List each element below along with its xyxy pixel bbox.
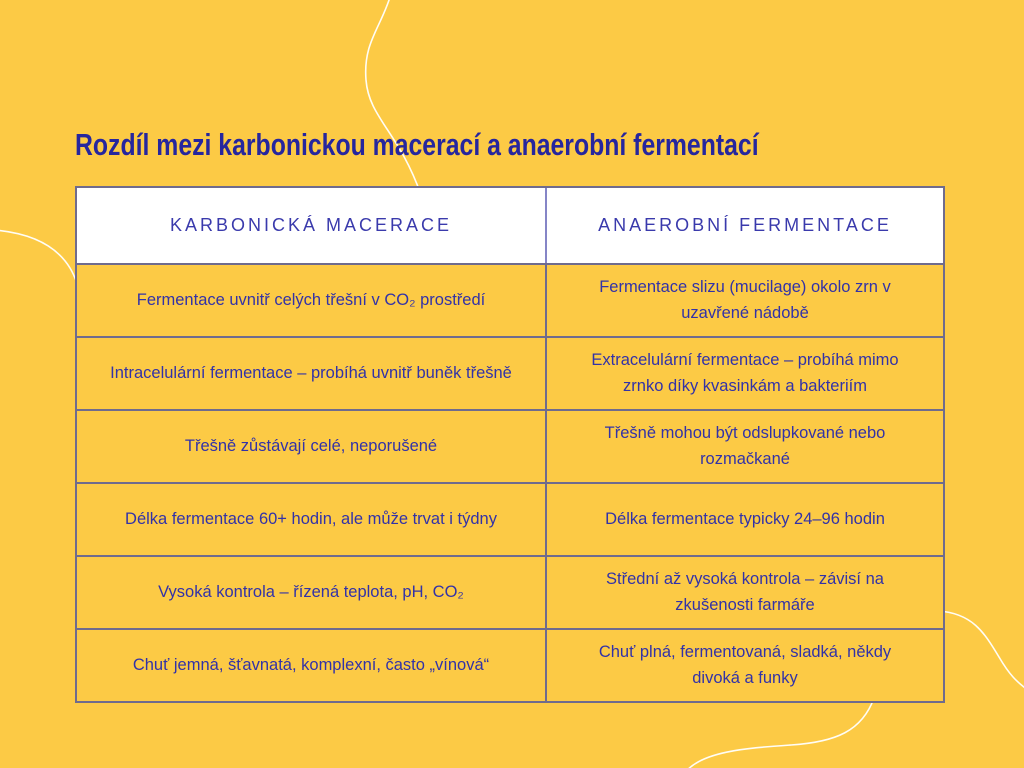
table-cell: Délka fermentace typicky 24–96 hodin bbox=[545, 482, 943, 555]
squiggle-bottom-right-lower bbox=[684, 698, 874, 768]
table-cell: Chuť plná, fermentovaná, sladká, někdy divoká a funky bbox=[545, 628, 943, 701]
table-cell: Třešně zůstávají celé, neporušené bbox=[77, 409, 545, 482]
table-cell: Vysoká kontrola – řízená teplota, pH, CO₂ bbox=[77, 555, 545, 628]
squiggle-top-center bbox=[366, 0, 421, 195]
table-cell: Intracelulární fermentace – probíhá uvnitř buněk třešně bbox=[77, 336, 545, 409]
table-cell: Střední až vysoká kontrola – závisí na zkušenosti farmáře bbox=[545, 555, 943, 628]
table-cell: Třešně mohou být odslupkované nebo rozmačkané bbox=[545, 409, 943, 482]
table-cell: Fermentace uvnitř celých třešní v CO₂ prostředí bbox=[77, 263, 545, 336]
table-header-anaerobni-fermentace: ANAEROBNÍ FERMENTACE bbox=[545, 188, 943, 263]
comparison-table bbox=[75, 186, 945, 703]
squiggle-bottom-right-upper bbox=[938, 611, 1024, 693]
squiggle-left-edge bbox=[0, 230, 81, 300]
table-header-karbonicka-macerace: KARBONICKÁ MACERACE bbox=[77, 188, 545, 263]
table-cell: Chuť jemná, šťavnatá, komplexní, často „vínová“ bbox=[77, 628, 545, 701]
table-cell: Fermentace slizu (mucilage) okolo zrn v uzavřené nádobě bbox=[545, 263, 943, 336]
table-cell: Délka fermentace 60+ hodin, ale může trvat i týdny bbox=[77, 482, 545, 555]
table-cell: Extracelulární fermentace – probíhá mimo zrnko díky kvasinkám a bakteriím bbox=[545, 336, 943, 409]
page-title: Rozdíl mezi karbonickou macerací a anaerobní fermentací bbox=[75, 126, 759, 162]
